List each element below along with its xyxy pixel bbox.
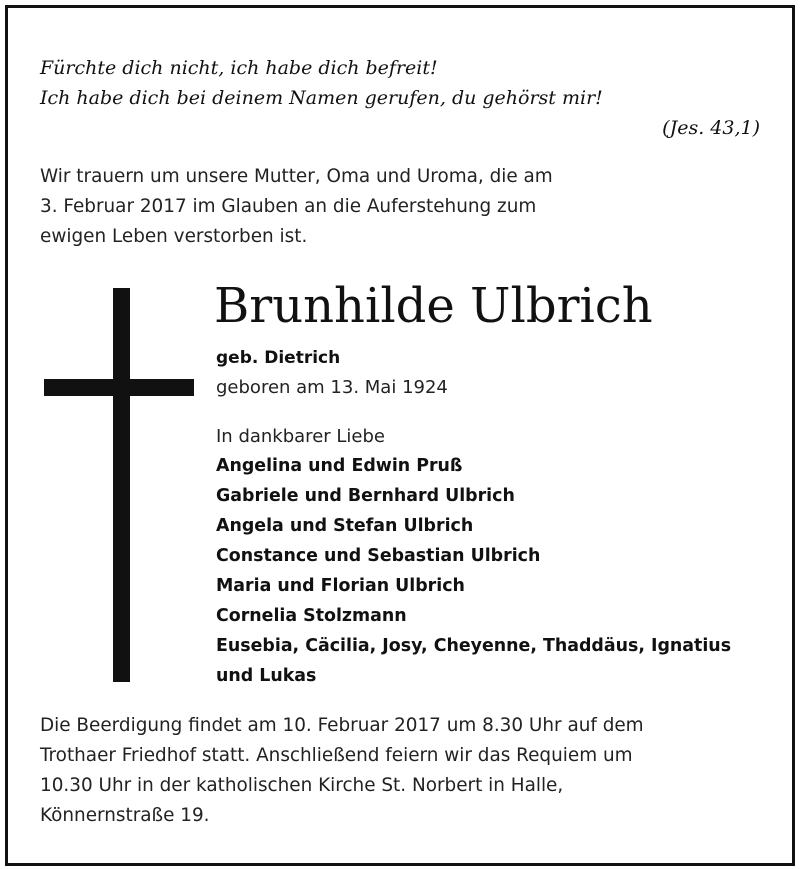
mourner-line: Angelina und Edwin Pruß — [216, 456, 463, 476]
statement-line: Wir trauern um unsere Mutter, Oma und Uroma, die am — [40, 166, 553, 187]
funeral-line: 10.30 Uhr in der katholischen Kirche St. Norbert in Halle, — [40, 775, 564, 796]
mourner-line: Angela und Stefan Ulbrich — [216, 516, 474, 536]
mourner-line: und Lukas — [216, 666, 317, 686]
statement-line: 3. Februar 2017 im Glauben an die Auferstehung zum — [40, 196, 537, 217]
funeral-line: Die Beerdigung findet am 10. Februar 2017 um 8.30 Uhr auf dem — [40, 715, 644, 736]
mourning-statement — [40, 162, 740, 252]
birth-date: geboren am 13. Mai 1924 — [216, 377, 448, 398]
verse-line: Fürchte dich nicht, ich habe dich befreit! — [40, 57, 438, 79]
verse-reference: (Jes. 43,1) — [662, 117, 760, 139]
mourner-line: Cornelia Stolzmann — [216, 606, 407, 626]
funeral-line: Könnernstraße 19. — [40, 805, 210, 826]
mourners-list — [216, 451, 731, 691]
mourners-intro: In dankbarer Liebe — [216, 426, 385, 447]
mourner-line: Eusebia, Cäcilia, Josy, Cheyenne, Thaddäus, Ignatius — [216, 636, 732, 656]
deceased-name: Brunhilde Ulbrich — [214, 278, 653, 334]
obituary-notice — [5, 5, 795, 866]
funeral-line: Trothaer Friedhof statt. Anschließend feiern wir das Requiem um — [40, 745, 633, 766]
maiden-name: geb. Dietrich — [216, 348, 341, 368]
statement-line: ewigen Leben verstorben ist. — [40, 226, 308, 247]
verse-line: Ich habe dich bei deinem Namen gerufen, du gehörst mir! — [40, 87, 603, 109]
cross-horizontal-beam — [44, 379, 194, 396]
funeral-details — [40, 711, 760, 831]
mourner-line: Constance und Sebastian Ulbrich — [216, 546, 541, 566]
mourner-line: Maria und Florian Ulbrich — [216, 576, 465, 596]
mourner-line: Gabriele und Bernhard Ulbrich — [216, 486, 515, 506]
cross-vertical-beam — [113, 288, 130, 682]
